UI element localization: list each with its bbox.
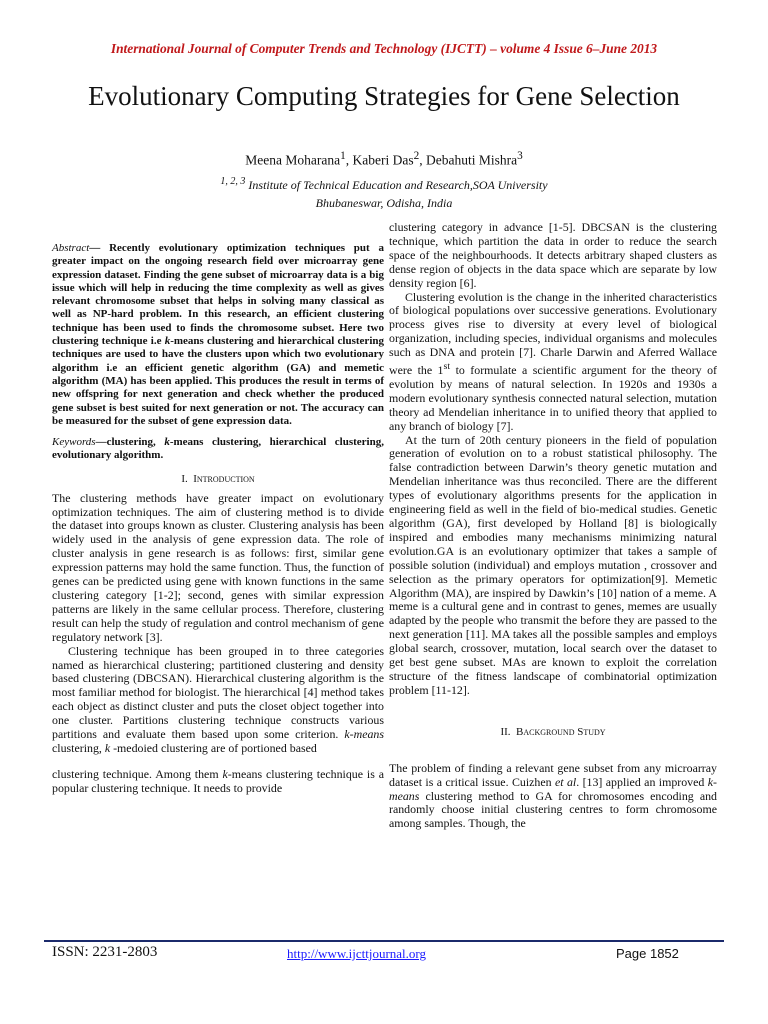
- paragraph: [389, 291, 717, 434]
- left-column: [52, 242, 384, 796]
- keywords: [52, 436, 384, 463]
- paragraph: [52, 768, 384, 796]
- abstract-dash: —: [89, 242, 101, 254]
- paragraph-italic: k-means: [389, 774, 717, 803]
- paragraph-text: -medoied clustering are of portioned based: [110, 740, 317, 755]
- paragraph-text: to formulate a scientific argument for the theory of evolution by means of natural selection. In 1920s and 1930s a modern evolutionary synthesis connected natural selection, mutation theory ad Mendelian inheritance in to unified theory that applied to any branch of biology [7].: [389, 363, 717, 433]
- paragraph-italic: k-means: [344, 727, 384, 742]
- footer-issn: ISSN: 2231-2803: [52, 944, 158, 960]
- section-heading-background: [389, 726, 717, 740]
- keywords-dash: —: [95, 436, 107, 449]
- paragraph: [389, 762, 717, 832]
- section-title: Introduction: [193, 472, 255, 485]
- paper-title: Evolutionary Computing Strategies for Gene Selection: [88, 81, 680, 111]
- footer-rule: [44, 940, 724, 942]
- paragraph-italic: k: [104, 740, 111, 755]
- keywords-text: -means clustering, hierarchical clustering, evolutionary algorithm.: [52, 436, 384, 462]
- abstract-label: Abstract: [52, 242, 90, 254]
- affiliation-institute: Institute of Technical Education and Research,SOA University: [248, 178, 548, 192]
- paragraph-text: Clustering evolution is the change in the inherited characteristics of biological populations over successive generations. Evolutionary process gives rise to diversity at every level of biological organization, including species, individual organisms and molecules such as DNA and protein [7]. Charle Darwin and Aferred Wallace were the 1: [389, 289, 717, 378]
- abstract: [52, 242, 384, 428]
- abstract-text: Recently evolutionary optimization techniques put a greater impact on the ongoing research field over microarray gene expression dataset. Finding the gene subset of microarray data is a big issue which will help in reducing the time complexity as well as gives relevant chromosome subset that helps in solving many classical as well as NP-hard problem. In this research, an efficient clustering technique has been used to finds the chromosome subset. Here two clustering technique i.e: [52, 242, 384, 348]
- paragraph-italic: k: [222, 766, 228, 781]
- author-affil-marker: 3: [517, 150, 523, 162]
- section-title: Background Study: [516, 725, 606, 738]
- footer-page-number: Page 1852: [616, 946, 679, 961]
- paragraph: [52, 645, 384, 756]
- paragraph-text: . [13] applied an improved: [576, 774, 708, 789]
- ordinal-superscript: st: [443, 361, 451, 373]
- journal-header: International Journal of Computer Trends and Technology (IJCTT) – volume 4 Issue 6–June 2013: [110, 41, 658, 56]
- keywords-label: Keywords: [52, 436, 96, 449]
- abstract-text: -means clustering and hierarchical clustering techniques are used to have the clusters upon which two evolutionary algorithm i.e an efficient genetic algorithm (GA) and memetic algorithm (MA) has been applied. This produces the result in terms of new offspring for next generation and check whether the produced gene subset is best suited for next generation or not. The accuracy can be measured for the subset of gene expression data.: [52, 335, 384, 427]
- keywords-text: clustering,: [106, 436, 165, 449]
- paragraph-text: The problem of finding a relevant gene subset from any microarray dataset is a critical issue. Cuizhen: [389, 760, 717, 789]
- paragraph-text: clustering,: [52, 740, 105, 755]
- footer-journal-link[interactable]: http://www.ijcttjournal.org: [287, 946, 427, 961]
- author-affil-marker: 2: [413, 150, 420, 162]
- keywords-k: k: [164, 436, 170, 449]
- paragraph: At the turn of 20th century pioneers in the field of population generation of evolution on to a robust statistical philosophy. The false contradiction between Darwin’s theory genetic mutation and Mendelian inheritance was thus reconciled. There are the different types of evolutionary algorithms presents for the application in engineering field as well in the field of bio-medical studies. Genetic algorithm (GA), first developed by Holland [8] is biologically inspired and embodies many mechanisms minimizing natural evolution.GA is an evolutionary optimizer that takes a sample of possible solution (individual) and employs mutation , crossover and selection as the primary operators for optimization[9]. Memetic Algorithm (MA), are inspired by Dawkin’s [10] nation of a meme. A meme is a cultural gene and in contrast to genes, memes are usually adapted by the people who transmit the before they are passed to the next generation [11]. MA takes all the possible samples and employs global search, crossover, mutation, local search over the dataset to get best gene subset. MAs are known to exploit the correlation structure of the fitness landscape of combinatorial optimization problem [11-12].: [389, 432, 717, 697]
- author-list: Meena Moharana$^1$, Kaberi Das$^2$, Debahuti Mishra$^3$: [245, 150, 523, 168]
- paragraph-text: -means clustering technique is a popular clustering technique. It needs to provide: [52, 766, 384, 795]
- author-name: Meena Moharana: [245, 152, 341, 168]
- paragraph-text: clustering technique. Among them: [52, 766, 223, 781]
- section-heading-introduction: [52, 473, 384, 487]
- affiliation-location: Bhubaneswar, Odisha, India: [315, 196, 453, 210]
- author-name: Kaberi Das: [352, 152, 414, 168]
- right-column: [389, 221, 717, 831]
- author-affil-marker: 1: [340, 150, 346, 162]
- paragraph: The clustering methods have greater impact on evolutionary optimization techniques. The aim of clustering method is to divide the dataset into groups known as cluster. Clustering analysis has been widely used in the analysis of gene expression data. The role of cluster analysis in gene research is as follows: first, similar gene expression patterns may hold the same function. Thus, the function of genes can be predicted using gene with known functions in the same clustering category [1-2]; second, genes with similar expression patterns are likely in the same cellular process. Therefore, clustering result can help the study of regulation and control mechanism of gene regulatory network [3].: [52, 490, 384, 644]
- paragraph: clustering category in advance [1-5]. DBCSAN is the clustering technique, which partition the data in order to reduce the search space of the neighbourhoods. It detects arbitrary shaped clusters as dense region of objects in the data space which are separate by low density region [6].: [389, 220, 717, 290]
- abstract-k: k: [164, 335, 171, 348]
- affiliation-marker: 1, 2, 3: [220, 176, 246, 187]
- paragraph-italic: et al: [554, 774, 577, 789]
- affiliation: [0, 173, 768, 212]
- author-name: Debahuti Mishra: [425, 152, 518, 168]
- section-number: II.: [500, 725, 511, 738]
- section-number: I.: [181, 472, 188, 485]
- paragraph-text: Clustering technique has been grouped in to three categories named as hierarchical clustering; partitioned clustering and density based clustering (DBCSAN). Hierarchical clustering algorithm is the most familiar method for biologist. The hierarchical [4] method takes each object as distinct cluster and puts the closet object together into one cluster. Partitions clustering technique constructs various partitions and evaluate them based upon some criterion.: [52, 643, 384, 742]
- paragraph-text: clustering method to GA for chromosomes encoding and randomly choose initial clustering centres to form chromosome among samples. Though, the: [389, 788, 717, 831]
